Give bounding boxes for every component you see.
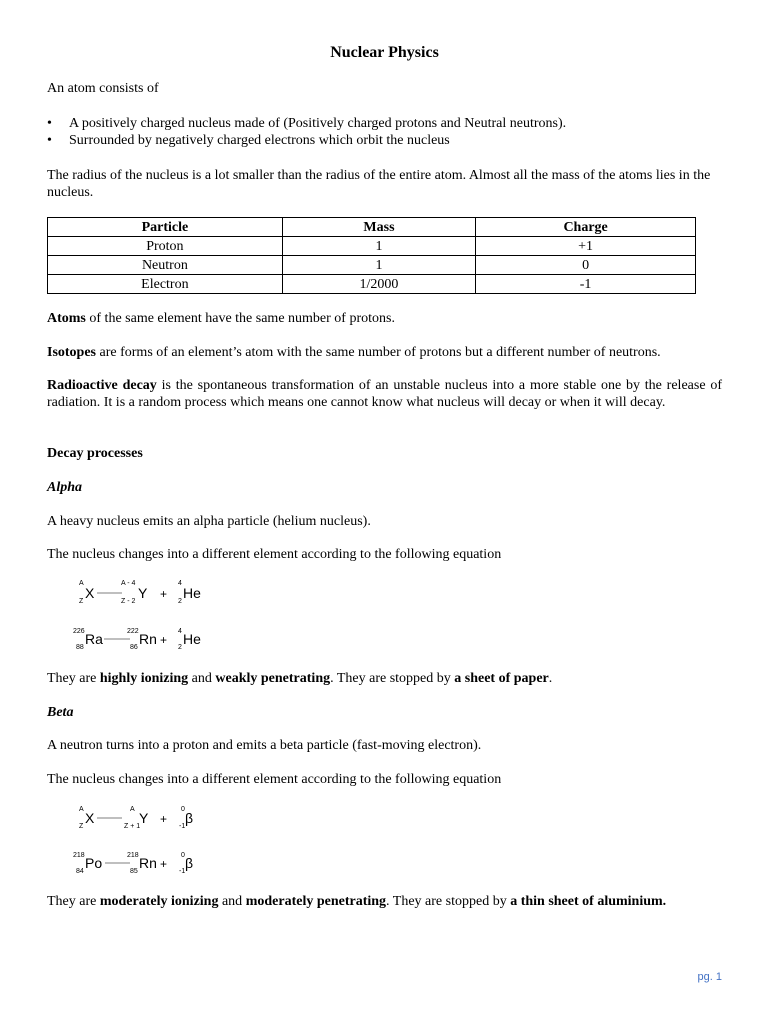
atom-bullet-list: [47, 115, 722, 149]
beta-heading: Beta: [47, 705, 74, 720]
table-cell: 1: [282, 237, 475, 256]
daughter-mass-number: 222: [127, 628, 139, 635]
daughter-atomic-number: Z - 2: [121, 598, 136, 605]
table-cell: Neutron: [48, 256, 283, 275]
table-header-charge: Charge: [476, 218, 696, 237]
summary-text: . They are stopped by: [386, 894, 511, 909]
daughter-mass-number: 218: [127, 852, 139, 859]
decay-term: Radioactive decay: [47, 378, 157, 393]
daughter-mass-number: A - 4: [121, 580, 136, 587]
emitted-symbol: β: [185, 855, 194, 871]
daughter-mass-number: A: [130, 806, 135, 813]
summary-text: and: [188, 671, 216, 686]
bullet-item-electrons: • Surrounded by negatively charged electrons which orbit the nucleus: [47, 132, 722, 149]
summary-text: .: [548, 671, 553, 686]
decay-definition: [47, 377, 722, 411]
beta-description: A neutron turns into a proton and emits a beta particle (fast-moving electron).: [47, 738, 482, 753]
summary-text: They are: [47, 671, 100, 686]
parent-symbol: Ra: [85, 631, 103, 647]
emitted-mass-number: 4: [178, 580, 182, 587]
emitted-atomic-number: 2: [178, 644, 182, 651]
alpha-description: A heavy nucleus emits an alpha particle (helium nucleus).: [47, 514, 371, 529]
parent-mass-number: 226: [73, 628, 85, 635]
parent-mass-number: A: [79, 580, 84, 587]
table-cell: Electron: [48, 275, 283, 294]
daughter-atomic-number: Z + 1: [124, 823, 141, 830]
emitted-mass-number: 4: [178, 628, 182, 635]
plus-sign: +: [160, 812, 168, 826]
plus-sign: +: [160, 857, 168, 871]
table-row: [48, 256, 696, 275]
summary-text: They are: [47, 894, 100, 909]
table-header-row: [48, 218, 696, 237]
table-row: [48, 275, 696, 294]
emitted-symbol: He: [183, 631, 201, 647]
ionizing-term: moderately ionizing: [99, 894, 219, 909]
daughter-symbol: Rn: [139, 631, 157, 647]
isotopes-definition: [47, 344, 722, 361]
summary-text: . They are stopped by: [330, 671, 455, 686]
parent-atomic-number: Z: [79, 598, 84, 605]
table-cell: 0: [476, 256, 696, 275]
beta-equations: [54, 800, 219, 880]
isotopes-term: Isotopes: [47, 345, 97, 360]
table-cell: 1: [282, 256, 475, 275]
table-row: [48, 237, 696, 256]
alpha-radium-equation: [73, 628, 201, 651]
table-header-mass: Mass: [282, 218, 475, 237]
daughter-symbol: Y: [138, 585, 148, 601]
beta-summary: [47, 893, 722, 910]
parent-mass-number: A: [79, 806, 84, 813]
alpha-equation-intro: The nucleus changes into a different element according to the following equation: [47, 547, 502, 562]
table-header-particle: Particle: [48, 218, 283, 237]
decay-processes-heading: Decay processes: [47, 446, 143, 461]
emitted-atomic-number: -1: [179, 823, 186, 830]
radius-paragraph: The radius of the nucleus is a lot smaller than the radius of the entire atom. Almost all the mass of the atoms lies in the nucleus.: [47, 168, 711, 200]
parent-symbol: X: [85, 810, 95, 826]
penetrating-term: weakly penetrating: [215, 671, 331, 686]
plus-sign: +: [160, 587, 168, 601]
stopped-by-term: a thin sheet of aluminium.: [510, 894, 667, 909]
alpha-general-equation: [79, 580, 201, 605]
bullet-item-nucleus: • A positively charged nucleus made of (Positively charged protons and Neutral neutrons).: [47, 115, 722, 132]
daughter-symbol: Rn: [139, 855, 157, 871]
parent-atomic-number: Z: [79, 823, 84, 830]
parent-atomic-number: 88: [76, 644, 84, 651]
page-number: pg. 1: [697, 971, 722, 983]
parent-mass-number: 218: [73, 852, 85, 859]
ionizing-term: highly ionizing: [99, 671, 189, 686]
daughter-atomic-number: 86: [130, 644, 138, 651]
table-cell: -1: [476, 275, 696, 294]
table-cell: Proton: [48, 237, 283, 256]
page-title: Nuclear Physics: [330, 44, 439, 61]
emitted-mass-number: 0: [181, 806, 185, 813]
plus-sign: +: [160, 633, 168, 647]
emitted-symbol: He: [183, 585, 201, 601]
beta-general-equation: [79, 806, 193, 830]
emitted-atomic-number: 2: [178, 598, 182, 605]
stopped-by-term: a sheet of paper: [454, 671, 549, 686]
alpha-heading: Alpha: [47, 480, 83, 495]
emitted-symbol: β: [185, 810, 194, 826]
intro-text: An atom consists of: [47, 81, 159, 96]
document-page: [47, 0, 722, 1024]
emitted-mass-number: 0: [181, 852, 185, 859]
isotopes-text: are forms of an element’s atom with the same number of protons but a different number of neutrons.: [96, 345, 661, 360]
summary-text: and: [218, 894, 246, 909]
parent-symbol: Po: [85, 855, 103, 871]
daughter-atomic-number: 85: [130, 868, 138, 875]
table-cell: 1/2000: [282, 275, 475, 294]
daughter-symbol: Y: [139, 810, 149, 826]
beta-polonium-equation: [73, 852, 193, 875]
parent-atomic-number: 84: [76, 868, 84, 875]
parent-symbol: X: [85, 585, 95, 601]
atoms-text: of the same element have the same number of protons.: [85, 311, 395, 326]
particle-table: [47, 217, 696, 294]
emitted-atomic-number: -1: [179, 868, 186, 875]
atoms-term: Atoms: [47, 311, 86, 326]
penetrating-term: moderately penetrating: [245, 894, 387, 909]
decay-text: is the spontaneous transformation of an unstable nucleus into a more stable one by the release of radiation. It is a random process which means one cannot know what nucleus will decay or when it will decay.: [47, 378, 722, 410]
beta-equation-intro: The nucleus changes into a different element according to the following equation: [47, 772, 502, 787]
alpha-equations: [54, 576, 219, 656]
alpha-summary: [47, 670, 722, 687]
table-cell: +1: [476, 237, 696, 256]
atoms-definition: [47, 310, 722, 327]
